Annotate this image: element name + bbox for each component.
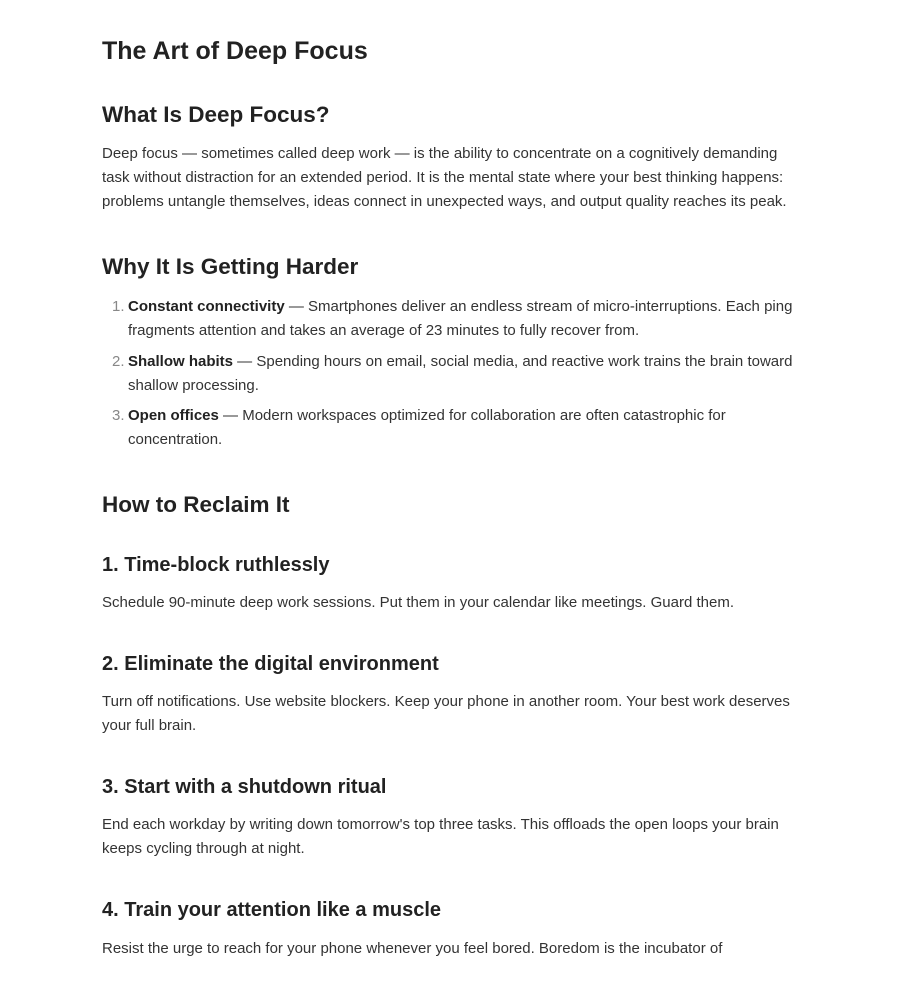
article (102, 34, 794, 961)
step-body: Schedule 90-minute deep work sessions. Put them in your calendar like meetings. Guard them. (102, 594, 734, 611)
step-heading: 3. Start with a shutdown ritual (102, 776, 387, 798)
step-body: Turn off notifications. Use website blockers. Keep your phone in another room. Your best work deserves your full brain. (102, 693, 790, 734)
list-item (102, 295, 794, 343)
step-body: End each workday by writing down tomorrow's top three tasks. This offloads the open loops your brain keeps cycling through at night. (102, 816, 779, 857)
reasons-list (102, 295, 794, 452)
section-body-what: Deep focus — sometimes called deep work — is the ability to concentrate on a cognitively demanding task without distraction for an extended period. It is the mental state where your best thinking happens: problems untangle themselves, ideas connect in unexpected ways, and output quality reaches its peak. (102, 145, 787, 210)
section-heading-why: Why It Is Getting Harder (102, 254, 359, 279)
step-heading: 1. Time-block ruthlessly (102, 554, 330, 576)
list-item-number: 1. (112, 298, 125, 315)
list-item (102, 404, 794, 452)
step-heading: 4. Train your attention like a muscle (102, 899, 441, 921)
list-item-term: Open offices (128, 407, 219, 424)
section-heading-what: What Is Deep Focus? (102, 102, 330, 127)
list-item (102, 350, 794, 398)
page-title: The Art of Deep Focus (102, 37, 368, 65)
list-item-text: — Spending hours on email, social media, and reactive work trains the brain toward shallow processing. (128, 353, 793, 394)
list-item-text: — Modern workspaces optimized for collaboration are often catastrophic for concentration. (128, 407, 726, 448)
list-item-number: 3. (112, 407, 125, 424)
list-item-number: 2. (112, 353, 125, 370)
section-heading-how: How to Reclaim It (102, 492, 290, 517)
list-item-term: Constant connectivity (128, 298, 285, 315)
list-item-term: Shallow habits (128, 353, 234, 370)
list-item-text: — Smartphones deliver an endless stream of micro-interruptions. Each ping fragments attention and takes an average of 23 minutes to fully recover from. (128, 298, 793, 339)
step-heading: 2. Eliminate the digital environment (102, 653, 439, 675)
step-body: Resist the urge to reach for your phone whenever you feel bored. Boredom is the incubator of (102, 940, 723, 957)
